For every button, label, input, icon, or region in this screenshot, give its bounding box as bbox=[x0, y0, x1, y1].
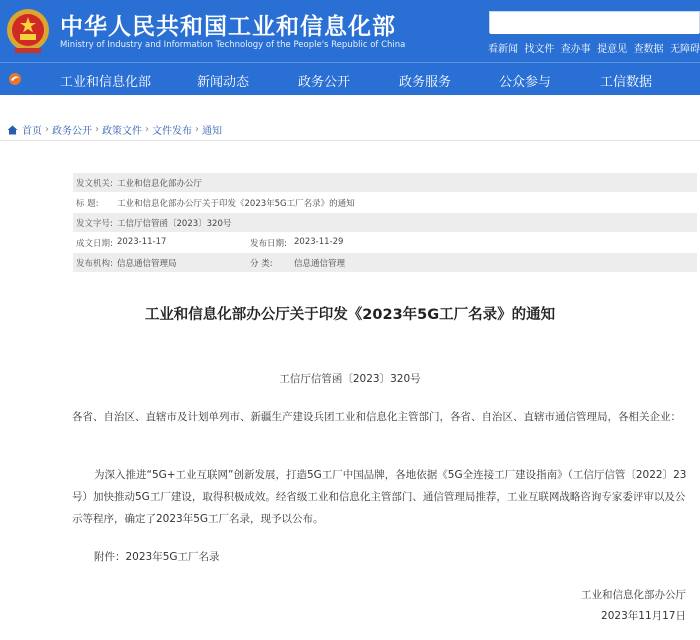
document-meta-table bbox=[73, 173, 697, 273]
article-paragraph: 各省、自治区、直辖市及计划单列市、新疆生产建设兵团工业和信息化主管部门，各省、自治区、直辖市通信管理局，各相关企业： bbox=[72, 411, 681, 423]
nav-item-miit[interactable]: 工业和信息化部 bbox=[60, 75, 152, 90]
nav-item-participation[interactable]: 公众参与 bbox=[499, 75, 552, 90]
meta-row-issuer bbox=[73, 173, 697, 193]
article-title: 工业和信息化部办公厅关于印发《2023年5G工厂名录》的通知 bbox=[144, 307, 556, 323]
meta-label: 标 题: bbox=[76, 199, 99, 209]
home-icon bbox=[7, 125, 18, 135]
meta-label: 发布日期: bbox=[250, 239, 287, 249]
quick-link-files[interactable]: 找文件 bbox=[524, 44, 555, 55]
meta-value-org: 信息通信管理局 bbox=[117, 259, 177, 269]
meta-value-created: 2023-11-17 bbox=[117, 237, 167, 247]
meta-value-published: 2023-11-29 bbox=[294, 237, 344, 247]
article-attachment: 附件：2023年5G工厂名录 bbox=[94, 551, 220, 563]
quick-link-feedback[interactable]: 提意见 bbox=[597, 44, 628, 55]
quick-link-services[interactable]: 查办事 bbox=[560, 44, 591, 55]
nav-item-data[interactable]: 工信数据 bbox=[600, 75, 653, 90]
meta-value-issuer: 工业和信息化部办公厅 bbox=[117, 179, 203, 189]
breadcrumb bbox=[7, 122, 222, 137]
breadcrumb-gov-affairs[interactable]: 政务公开 bbox=[52, 126, 92, 137]
meta-row-org bbox=[73, 253, 697, 273]
quick-link-news[interactable]: 看新闻 bbox=[488, 44, 518, 55]
nav-item-services[interactable]: 政务服务 bbox=[399, 75, 452, 90]
meta-row-docno bbox=[73, 213, 697, 233]
nav-item-news[interactable]: 新闻动态 bbox=[197, 75, 250, 90]
breadcrumb-policy-files[interactable]: 政策文件 bbox=[102, 126, 142, 137]
breadcrumb-separator: › bbox=[45, 124, 49, 135]
breadcrumb-divider bbox=[0, 140, 700, 141]
meta-row-dates bbox=[73, 233, 697, 253]
site-name-en: Ministry of Industry and Information Technology of the People's Republic of China bbox=[60, 40, 406, 50]
quick-link-data[interactable]: 查数据 bbox=[633, 44, 664, 55]
site-header bbox=[0, 0, 700, 62]
meta-value-category: 信息通信管理 bbox=[294, 259, 346, 269]
article-date: 2023年11月17日 bbox=[601, 610, 686, 622]
breadcrumb-home[interactable]: 首页 bbox=[22, 126, 42, 137]
breadcrumb-separator: › bbox=[195, 124, 199, 135]
article-doc-number: 工信厅信管函〔2023〕320号 bbox=[279, 373, 421, 385]
breadcrumb-separator: › bbox=[145, 124, 149, 135]
nav-item-gov-affairs[interactable]: 政务公开 bbox=[298, 75, 351, 90]
logo-swirl-icon[interactable] bbox=[8, 72, 22, 86]
article-signature: 工业和信息化部办公厅 bbox=[581, 589, 686, 601]
breadcrumb-separator: › bbox=[95, 124, 99, 135]
article-paragraph: 为深入推进“5G+工业互联网”创新发展，打造5G工厂中国品牌，各地依据《5G全连接工厂建设指南》（工信厅信管〔2022〕23号）加快推动5G工厂建设，取得积极成效。经省级工业和信息化主管部门、通信管理局推荐，工业互联网战略咨询专家委评审以及公示等程序，确定了2023年5G工厂名录，现予以公布。 bbox=[72, 469, 687, 525]
meta-label: 发布机构: bbox=[76, 259, 113, 269]
meta-row-subject bbox=[73, 193, 697, 213]
site-name-cn: 中华人民共和国工业和信息化部 bbox=[60, 14, 396, 40]
meta-label: 成文日期: bbox=[76, 239, 113, 249]
meta-label: 分 类: bbox=[250, 259, 273, 269]
meta-value-subject: 工业和信息化部办公厅关于印发《2023年5G工厂名录》的通知 bbox=[117, 199, 355, 209]
search-box[interactable] bbox=[489, 11, 700, 33]
meta-label: 发文字号: bbox=[76, 219, 113, 229]
breadcrumb-file-release[interactable]: 文件发布 bbox=[152, 126, 192, 137]
national-emblem-icon bbox=[5, 6, 51, 56]
meta-value-docno: 工信厅信管函〔2023〕320号 bbox=[117, 219, 232, 229]
meta-label: 发文机关: bbox=[76, 179, 113, 189]
breadcrumb-notice[interactable]: 通知 bbox=[202, 126, 222, 137]
main-nav bbox=[0, 62, 700, 95]
quick-links bbox=[488, 40, 700, 55]
quick-link-accessibility[interactable]: 无障碍 bbox=[669, 44, 700, 55]
search-input[interactable] bbox=[490, 14, 699, 34]
